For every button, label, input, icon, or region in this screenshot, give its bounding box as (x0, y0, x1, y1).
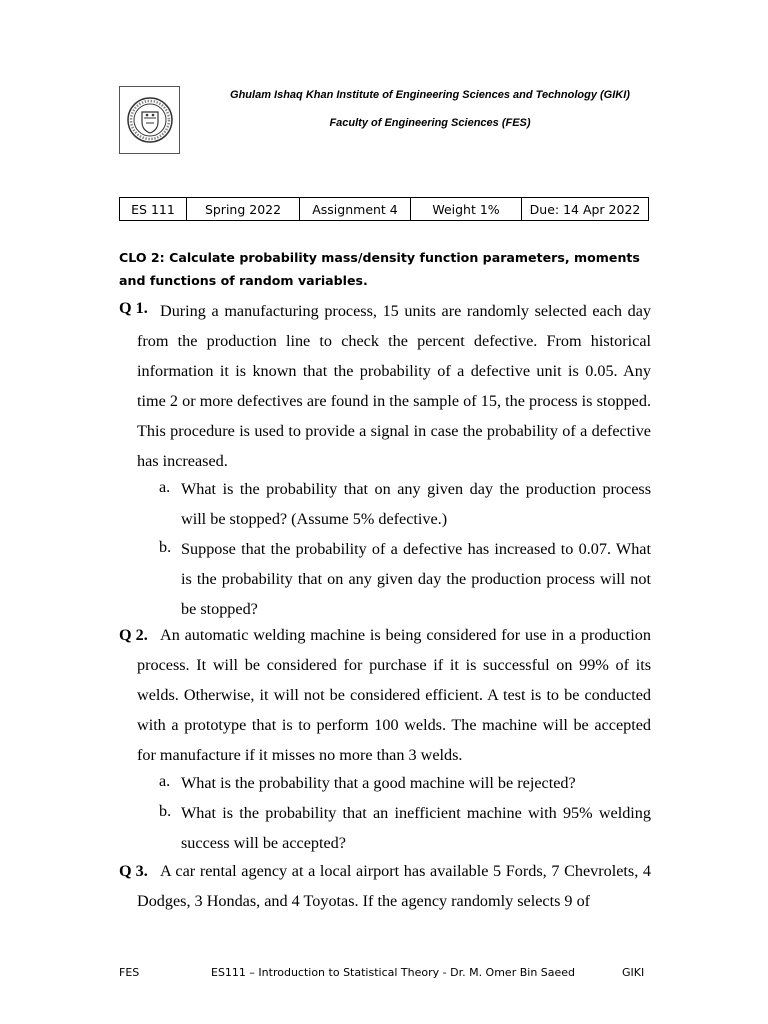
question-3-text: A car rental agency at a local airport has available 5 Fords, 7 Chevrolets, 4 Dodges, 3 Hondas, and 4 Toyotas. If the agency randomly selects 9 of (137, 862, 651, 910)
question-2-part-a-label: a. (159, 772, 171, 790)
due-date-cell: Due: 14 Apr 2022 (522, 198, 649, 221)
footer-left: FES (119, 966, 140, 979)
course-info-table (119, 197, 649, 221)
question-1-part-b-text: Suppose that the probability of a defective has increased to 0.07. What is the probability that on any given day the production process will not be stopped? (181, 540, 651, 618)
faculty-name: Faculty of Engineering Sciences (FES) (329, 117, 531, 129)
weight-cell: Weight 1% (411, 198, 522, 221)
footer-center: ES111 – Introduction to Statistical Theory - Dr. M. Omer Bin Saeed (211, 966, 576, 979)
clo-statement: CLO 2: Calculate probability mass/density function parameters, moments and functions of random variables. (119, 250, 640, 288)
question-3-number: Q 3. (119, 862, 148, 880)
assignment-cell: Assignment 4 (300, 198, 411, 221)
question-2-part-a-text: What is the probability that a good machine will be rejected? (181, 774, 576, 792)
question-2-part-b-label: b. (159, 802, 172, 820)
institute-name: Ghulam Ishaq Khan Institute of Engineering Sciences and Technology (GIKI) (230, 89, 630, 101)
footer-right: GIKI (622, 966, 645, 979)
logo-frame (119, 86, 180, 154)
giki-crest-icon (125, 94, 175, 146)
question-2-text: An automatic welding machine is being considered for use in a production process. It will be considered for purchase if it is successful on 99% of its welds. Otherwise, it will not be considered efficient. A test is to be conducted with a prototype that is to perform 100 welds. The machine will be accepted for manufacture if it misses no more than 3 welds. (137, 626, 651, 764)
question-1-part-a-label: a. (159, 478, 171, 496)
question-1-part-b-label: b. (159, 538, 172, 556)
question-1-text: During a manufacturing process, 15 units are randomly selected each day from the production line to check the percent defective. From historical information it is known that the probability of a defective unit is 0.05. Any time 2 or more defectives are found in the sample of 15, the process is stopped. This procedure is used to provide a signal in case the probability of a defective has increased. (137, 302, 651, 470)
question-2-number: Q 2. (119, 626, 148, 644)
question-2-part-b-text: What is the probability that an inefficient machine with 95% welding success will be accepted? (181, 804, 651, 852)
course-info-row (120, 198, 649, 221)
question-1-part-a-text: What is the probability that on any given day the production process will be stopped? (Assume 5% defective.) (181, 480, 651, 528)
question-1-number: Q 1. (119, 299, 148, 317)
course-code-cell: ES 111 (120, 198, 187, 221)
semester-cell: Spring 2022 (187, 198, 300, 221)
